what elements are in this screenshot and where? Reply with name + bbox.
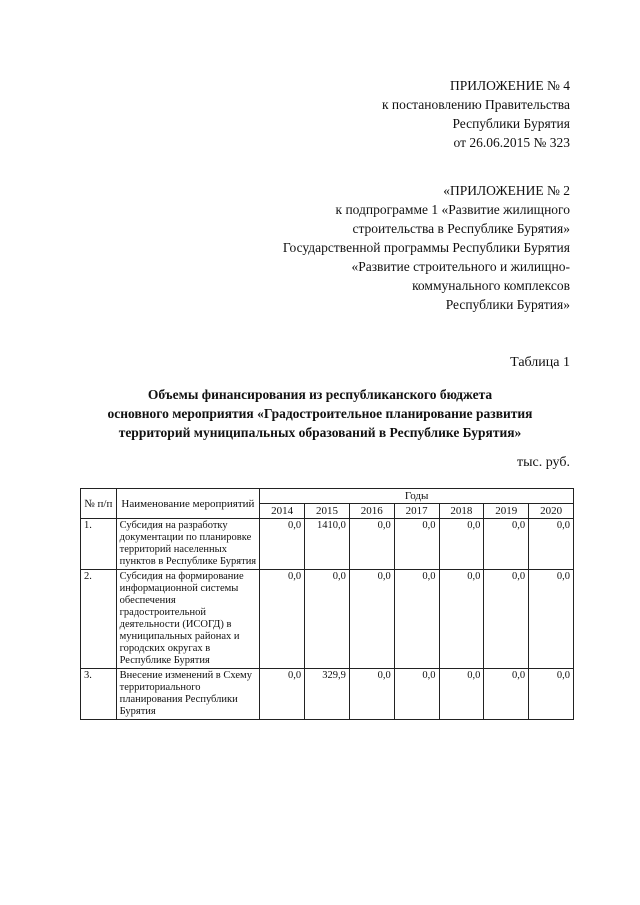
row-name: Субсидия на разработку документации по планировке территорий населенных пунктов в Республике Бурятия bbox=[116, 519, 260, 570]
year-header: 2014 bbox=[260, 504, 305, 519]
row-number: 3. bbox=[81, 669, 117, 720]
appendix-2-line: коммунального комплексов bbox=[412, 278, 570, 293]
units-label: тыс. руб. bbox=[517, 455, 570, 470]
title-line: основного мероприятия «Градостроительное планирование развития bbox=[107, 406, 533, 421]
value-cell: 0,0 bbox=[260, 519, 305, 570]
appendix-2-line: Республики Бурятия» bbox=[445, 297, 570, 312]
row-number: 1. bbox=[81, 519, 117, 570]
appendix-4-line: к постановлению Правительства bbox=[381, 97, 570, 112]
col-header-name: Наименование мероприятий bbox=[116, 489, 260, 519]
value-cell: 0,0 bbox=[394, 669, 439, 720]
value-cell: 0,0 bbox=[305, 570, 350, 669]
row-name: Субсидия на формирование информационной системы обеспечения градостроительной деятельности (ИСОГД) в муниципальных районах и городских округах в Республике Бурятия bbox=[116, 570, 260, 669]
table-row bbox=[81, 570, 574, 669]
appendix-4-header bbox=[382, 76, 570, 152]
year-header: 2018 bbox=[439, 504, 484, 519]
table-header-row bbox=[81, 489, 574, 504]
value-cell: 0,0 bbox=[529, 669, 574, 720]
value-cell: 0,0 bbox=[260, 570, 305, 669]
appendix-4-line: Республики Бурятия bbox=[452, 116, 570, 131]
financing-table bbox=[80, 488, 574, 720]
year-header: 2020 bbox=[529, 504, 574, 519]
appendix-4-line: ПРИЛОЖЕНИЕ № 4 bbox=[449, 78, 570, 93]
year-header: 2017 bbox=[394, 504, 439, 519]
col-header-number: № п/п bbox=[81, 489, 117, 519]
document-title bbox=[60, 385, 580, 442]
value-cell: 0,0 bbox=[484, 570, 529, 669]
value-cell: 329,9 bbox=[305, 669, 350, 720]
value-cell: 0,0 bbox=[439, 570, 484, 669]
value-cell: 0,0 bbox=[394, 570, 439, 669]
appendix-2-line: «ПРИЛОЖЕНИЕ № 2 bbox=[443, 183, 570, 198]
table-row bbox=[81, 519, 574, 570]
value-cell: 0,0 bbox=[349, 669, 394, 720]
appendix-2-line: строительства в Республике Бурятия» bbox=[352, 221, 570, 236]
appendix-2-line: «Развитие строительного и жилищно- bbox=[351, 259, 570, 274]
value-cell: 0,0 bbox=[484, 669, 529, 720]
value-cell: 0,0 bbox=[349, 570, 394, 669]
table-row bbox=[81, 669, 574, 720]
title-line: территорий муниципальных образований в Республике Бурятия» bbox=[118, 425, 522, 440]
value-cell: 0,0 bbox=[529, 570, 574, 669]
value-cell: 0,0 bbox=[349, 519, 394, 570]
value-cell: 0,0 bbox=[439, 669, 484, 720]
year-header: 2019 bbox=[484, 504, 529, 519]
year-header: 2015 bbox=[305, 504, 350, 519]
appendix-4-line: от 26.06.2015 № 323 bbox=[453, 135, 570, 150]
row-number: 2. bbox=[81, 570, 117, 669]
value-cell: 0,0 bbox=[394, 519, 439, 570]
title-line: Объемы финансирования из республиканского бюджета bbox=[147, 387, 493, 402]
appendix-2-line: к подпрограмме 1 «Развитие жилищного bbox=[335, 202, 570, 217]
appendix-2-header bbox=[283, 181, 570, 314]
value-cell: 0,0 bbox=[484, 519, 529, 570]
value-cell: 0,0 bbox=[439, 519, 484, 570]
value-cell: 0,0 bbox=[260, 669, 305, 720]
row-name: Внесение изменений в Схему территориального планирования Республики Бурятия bbox=[116, 669, 260, 720]
value-cell: 1410,0 bbox=[305, 519, 350, 570]
value-cell: 0,0 bbox=[529, 519, 574, 570]
year-header: 2016 bbox=[349, 504, 394, 519]
appendix-2-line: Государственной программы Республики Бурятия bbox=[282, 240, 570, 255]
col-header-years: Годы bbox=[260, 489, 574, 504]
table-label: Таблица 1 bbox=[510, 355, 570, 370]
